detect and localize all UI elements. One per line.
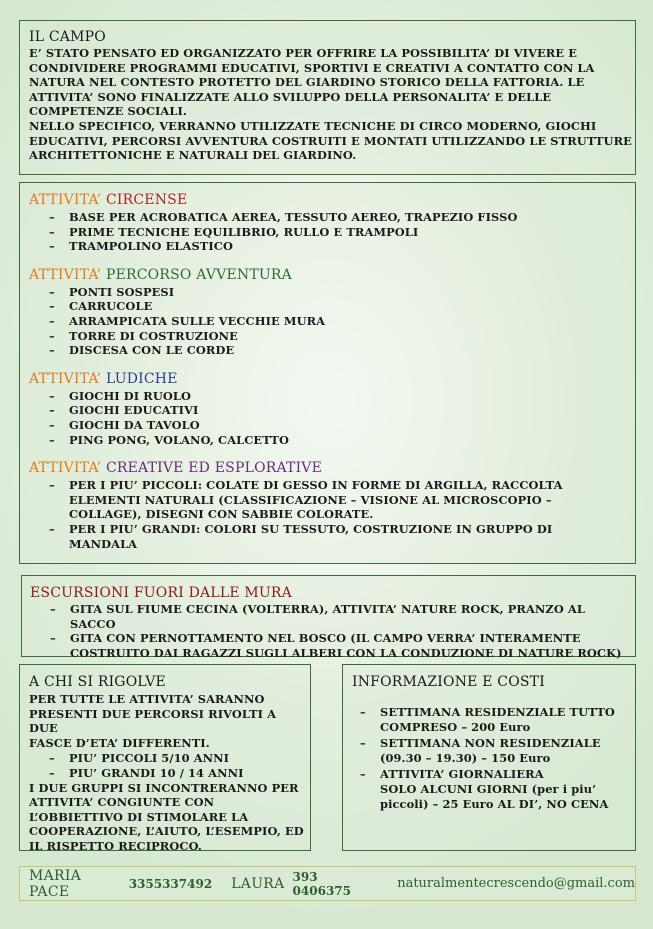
list-item: – PRIME TECNICHE EQUILIBRIO, RULLO E TRAMPOLI	[29, 225, 626, 240]
target-title: A CHI SI RIGOLVE	[29, 674, 166, 690]
escursioni-section	[21, 575, 636, 660]
escursioni-list	[30, 602, 627, 660]
list-item: – BASE PER ACROBATICA AEREA, TESSUTO AEREO, TRAPEZIO FISSO	[29, 210, 626, 225]
target-outro: I DUE GRUPPI SI INCONTRERANNO PER ATTIVITA’ CONGIUNTE CON L’OBBIETTIVO DI STIMOLARE LA COOPERAZIONE, L’AIUTO, L’ESEMPIO, ED IL RISPETTO RECIPROCO.	[29, 780, 304, 853]
list-item: – GITA SUL FIUME CECINA (VOLTERRA), ATTIVITA’ NATURE ROCK, PRANZO AL SACCO	[30, 602, 627, 631]
contact-email[interactable]: naturalmentecrescendo@gmail.com	[397, 876, 635, 891]
list-item: – ATTIVITA’ GIORNALIERA SOLO ALCUNI GIORNI (per i piu’ piccoli) – 25 Euro AL DI’, NO CENA	[332, 767, 629, 811]
creative-list	[29, 478, 626, 551]
ludiche-heading: ATTIVITA’ LUDICHE	[29, 370, 178, 387]
campo-title: IL CAMPO	[29, 29, 106, 45]
list-item: – TRAMPOLINO ELASTICO	[29, 239, 626, 254]
age-groups-list	[29, 751, 304, 780]
creative-heading: ATTIVITA’ CREATIVE ED ESPLORATIVE	[29, 460, 323, 477]
attivita-section	[19, 182, 636, 564]
list-item: – PONTI SOSPESI	[29, 285, 626, 300]
target-section	[19, 664, 311, 851]
circensi-heading: ATTIVITA’ CIRCENSE	[29, 192, 188, 208]
list-item: – SETTIMANA NON RESIDENZIALE (09.30 – 19.30) – 150 Euro	[332, 736, 629, 765]
percorso-heading: ATTIVITA’ PERCORSO AVVENTURA	[29, 266, 292, 283]
contact-name-maria: MARIA PACE	[29, 867, 82, 900]
list-item: – PING PONG, VOLANO, CALCETTO	[29, 433, 626, 448]
list-item: – ARRAMPICATA SULLE VECCHIE MURA	[29, 314, 626, 329]
campo-body: E’ STATO PENSATO ED ORGANIZZATO PER OFFRIRE LA POSSIBILITA’ DI VIVERE E CONDIVIDERE PROGRAMMI EDUCATIVI, SPORTIVI E CREATIVI A CONTATTO CON LA NATURA NEL CONTESTO PROTETTO DEL GIARDINO STORICO DELLA FATTORIA. LE ATTIVITA’ SONO FINALIZZATE ALLO SVILUPPO DELLA PERSONALITA’ E DELLE COMPETENZE SOCIALI. NELLO SPECIFICO, VERRANNO UTILIZZATE TECNICHE DI CIRCO MODERNO, GIOCHI EDUCATIVI, PERCORSI AVVENTURA COSTRUITI E MONTATI UTILIZZANDO LE STRUTTURE ARCHITETTONICHE E NATURALI DEL GIARDINO.	[29, 46, 632, 163]
contact-phone-laura[interactable]: 393 0406375	[292, 869, 351, 898]
campo-section	[19, 20, 636, 175]
ludiche-list	[29, 389, 626, 447]
costs-title: INFORMAZIONE E COSTI	[352, 674, 545, 690]
list-item: – PER I PIU’ PICCOLI: COLATE DI GESSO IN FORME DI ARGILLA, RACCOLTA ELEMENTI NATURALI (CLASSIFICAZIONE – VISIONE AL MICROSCOPIO – COLLAGE), DISEGNI CON SABBIE COLORATE.	[29, 478, 620, 522]
list-item: – GITA CON PERNOTTAMENTO NEL BOSCO (IL CAMPO VERRA’ INTERAMENTE COSTRUITO DAI RAGAZZI SUGLI ALBERI CON LA CONDUZIONE DI NATURE ROCK)	[30, 631, 627, 660]
contact-name-laura: LAURA	[231, 875, 285, 892]
list-item: – TORRE DI COSTRUZIONE	[29, 329, 626, 344]
contact-phone-maria[interactable]: 3355337492	[128, 876, 213, 891]
list-item: – GIOCHI DI RUOLO	[29, 389, 626, 404]
list-item: – GIOCHI EDUCATIVI	[29, 403, 626, 418]
costs-section	[342, 664, 636, 851]
percorso-list	[29, 285, 626, 358]
costs-list	[332, 705, 629, 811]
target-intro: PER TUTTE LE ATTIVITA’ SARANNO PRESENTI DUE PERCORSI RIVOLTI A DUE FASCE D’ETA’ DIFFERENTI.	[29, 692, 277, 750]
list-item: – CARRUCOLE	[29, 299, 626, 314]
circensi-list	[29, 210, 626, 254]
contact-footer	[19, 866, 636, 901]
list-item: – SETTIMANA RESIDENZIALE TUTTO COMPRESO – 200 Euro	[332, 705, 629, 734]
list-item: – PER I PIU’ GRANDI: COLORI SU TESSUTO, COSTRUZIONE IN GRUPPO DI MANDALA	[29, 522, 620, 551]
list-item: – PIU’ GRANDI 10 / 14 ANNI	[29, 766, 304, 781]
list-item: – GIOCHI DA TAVOLO	[29, 418, 626, 433]
list-item: – DISCESA CON LE CORDE	[29, 343, 626, 358]
escursioni-title: ESCURSIONI FUORI DALLE MURA	[30, 585, 292, 601]
list-item: – PIU’ PICCOLI 5/10 ANNI	[29, 751, 304, 766]
